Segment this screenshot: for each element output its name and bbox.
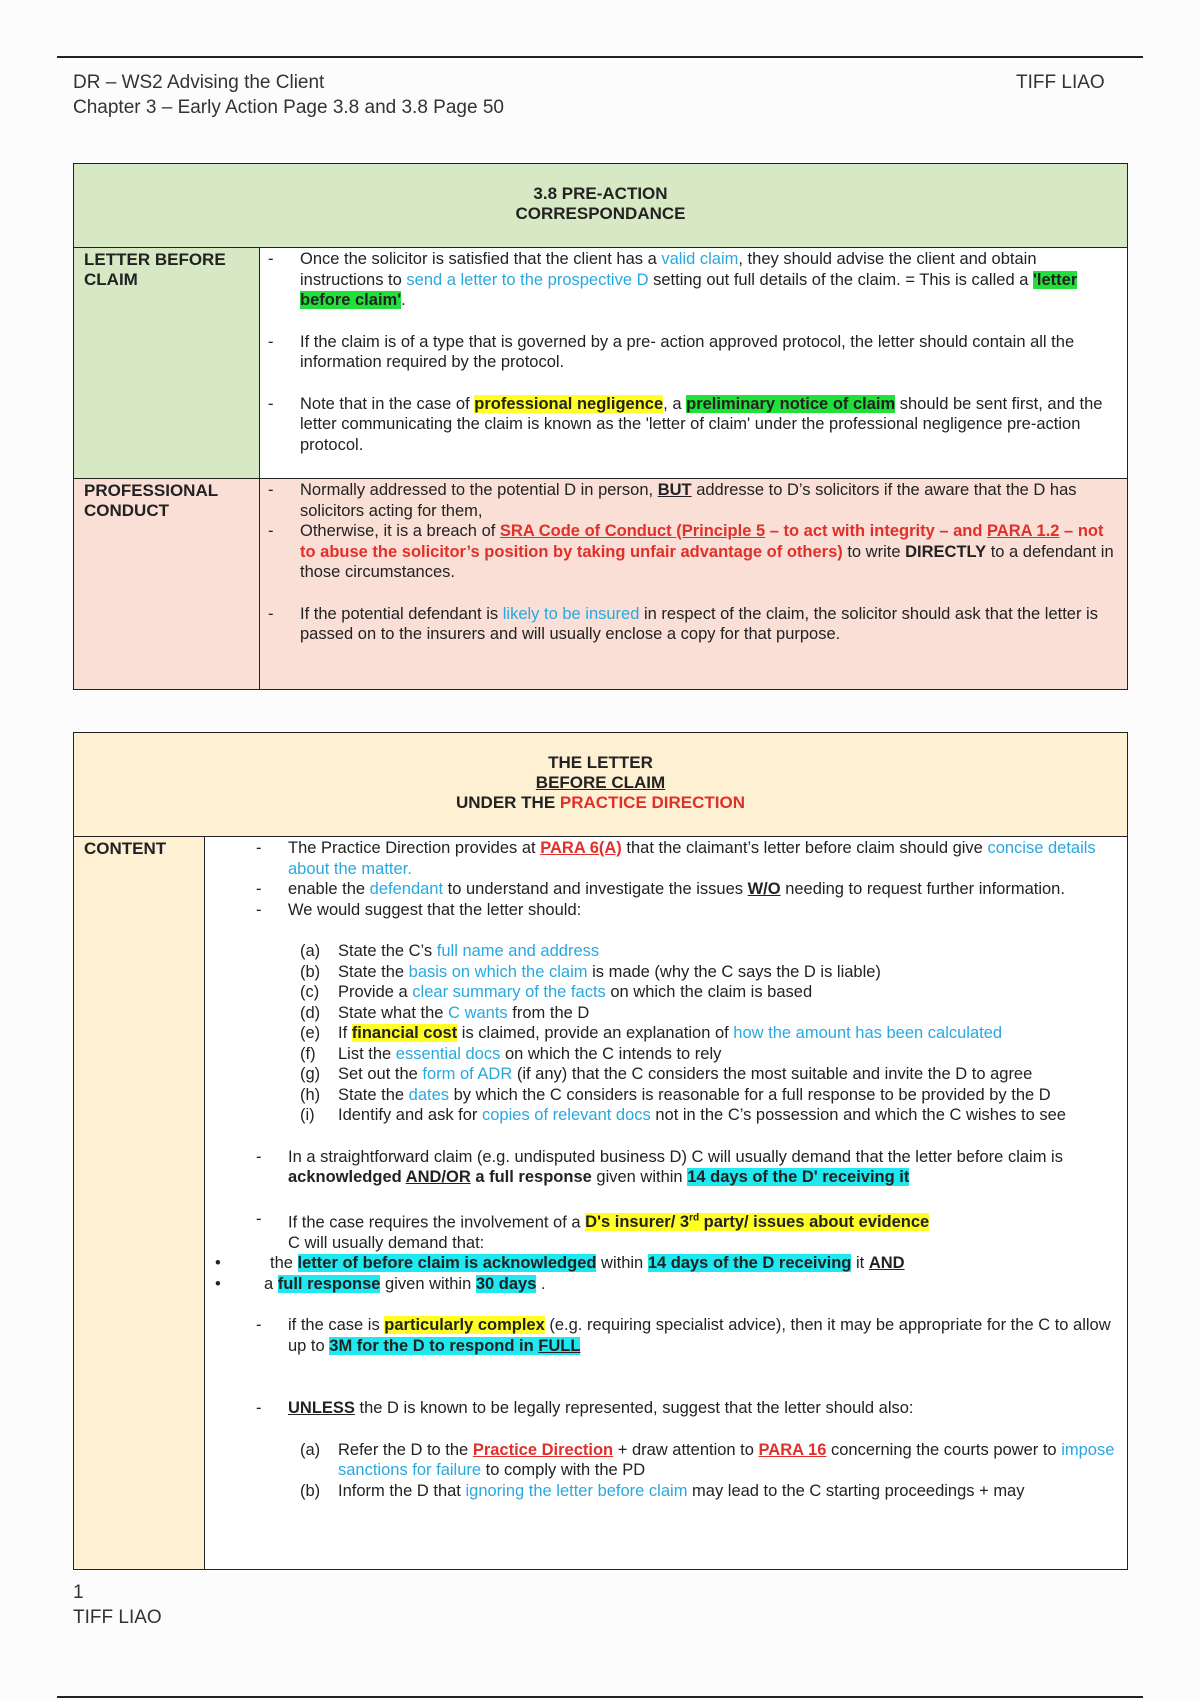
content-para-3: - We would suggest that the letter should: [288, 900, 1115, 921]
list-item: (g) Set out the form of ADR (if any) that the C considers the most suitable and invite the D to agree [300, 1065, 1033, 1083]
pc-para-3: - If the potential defendant is likely to be insured in respect of the claim, the solicitor should ask that the letter is passed on to the insurers and will usually enclose a copy for that purpose. [300, 604, 1115, 645]
list-item: (a) State the C’s full name and address [300, 942, 600, 960]
list-item: (c) Provide a clear summary of the facts on which the claim is based [300, 983, 813, 1001]
content-para-5-cont: C will usually demand that: [288, 1233, 485, 1252]
content-para-2: - enable the defendant to understand and investigate the issues W/O needing to request further information. [288, 879, 1115, 900]
list-item: (b) Inform the D that ignoring the letter before claim may lead to the C starting proceedings + may [300, 1481, 1025, 1500]
doc-header [73, 70, 504, 120]
letter-before-claim-content [260, 248, 1128, 479]
header-author: TIFF LIAO [1016, 72, 1105, 93]
professional-conduct-content [260, 479, 1128, 690]
content-cell [205, 837, 1128, 1570]
letter-before-claim-table [73, 732, 1128, 1570]
label-professional-conduct: PROFESSIONAL CONDUCT [74, 479, 260, 690]
top-rule [57, 56, 1143, 58]
page-footer [73, 1580, 162, 1630]
page-number: 1 [73, 1582, 84, 1603]
pc-para-1: - Normally addressed to the potential D in person, BUT addresse to D’s solicitors if the aware that the D has solicitors acting for them, [300, 480, 1115, 521]
label-letter-before-claim: LETTER BEFORE CLAIM [74, 248, 260, 479]
lbc-para-2: - If the claim is of a type that is governed by a pre- action approved protocol, the letter should contain all the information required by the protocol. [300, 332, 1115, 373]
header-line-2: Chapter 3 – Early Action Page 3.8 and 3.8 Page 50 [73, 97, 504, 118]
list-item: (f) List the essential docs on which the C intends to rely [300, 1044, 722, 1063]
lbc-para-3: - Note that in the case of professional negligence, a preliminary notice of claim should be sent first, and the letter communicating the claim is known as the 'letter of claim' under the professional negligence pre-action protocol. [300, 394, 1115, 456]
list-item: (d) State what the C wants from the D [300, 1003, 590, 1022]
pc-para-2: - Otherwise, it is a breach of SRA Code of Conduct (Principle 5 – to act with integrity – and PARA 1.2 – not to abuse the solicitor’s position by taking unfair advantage of others) to write DIRECTLY to a defendant in those circumstances. [300, 521, 1115, 583]
header-line-1: DR – WS2 Advising the Client [73, 72, 325, 93]
pre-action-table [73, 163, 1128, 690]
list-item: (a) Refer the D to the Practice Direction + draw attention to PARA 16 concerning the courts power to impose sanctions for failure to comply with the PD [300, 1440, 1115, 1479]
letter-items-list [288, 941, 1115, 1126]
list-item: (h) State the dates by which the C considers is reasonable for a full response to be provided by the D [300, 1085, 1051, 1104]
lbc-para-1: - Once the solicitor is satisfied that the client has a valid claim, they should advise the client and obtain instructions to send a letter to the prospective D setting out full details of the claim. = This is called a 'letter before claim'. [300, 249, 1115, 311]
label-content: CONTENT [74, 837, 205, 1570]
content-para-4: - In a straightforward claim (e.g. undisputed business D) C will usually demand that the letter before claim is acknowledged AND/OR a full response given within 14 days of the D' receiving it [288, 1147, 1115, 1188]
pre-action-title: 3.8 PRE-ACTION CORRESPONDANCE [74, 164, 1128, 248]
practice-direction-title: THE LETTER BEFORE CLAIM UNDER THE PRACTICE DIRECTION [74, 733, 1128, 837]
list-item: (e) If financial cost is claimed, provide an explanation of how the amount has been calculated [300, 1024, 1003, 1042]
content-para-7: - UNLESS the D is known to be legally represented, suggest that the letter should also: [288, 1398, 1115, 1419]
letter-items-list-2 [288, 1440, 1115, 1502]
content-para-5: - If the case requires the involvement of a D's insurer/ 3rd party/ issues about evidence [288, 1209, 1115, 1233]
bottom-rule [57, 1696, 1143, 1698]
bullet-item: • the letter of before claim is acknowledged within 14 days of the D receiving it AND [215, 1254, 905, 1272]
content-para-1: - The Practice Direction provides at PARA 6(A) that the claimant’s letter before claim should give concise details about the matter. [288, 838, 1115, 879]
bullet-item: • a full response given within 30 days . [215, 1274, 546, 1293]
list-item: (i) Identify and ask for copies of relevant docs not in the C’s possession and which the C wishes to see [300, 1106, 1066, 1124]
list-item: (b) State the basis on which the claim is made (why the C says the D is liable) [300, 962, 881, 981]
footer-author: TIFF LIAO [73, 1607, 162, 1628]
content-para-6: - if the case is particularly complex (e.g. requiring specialist advice), then it may be appropriate for the C to allow up to 3M for the D to respond in FULL [288, 1315, 1115, 1356]
